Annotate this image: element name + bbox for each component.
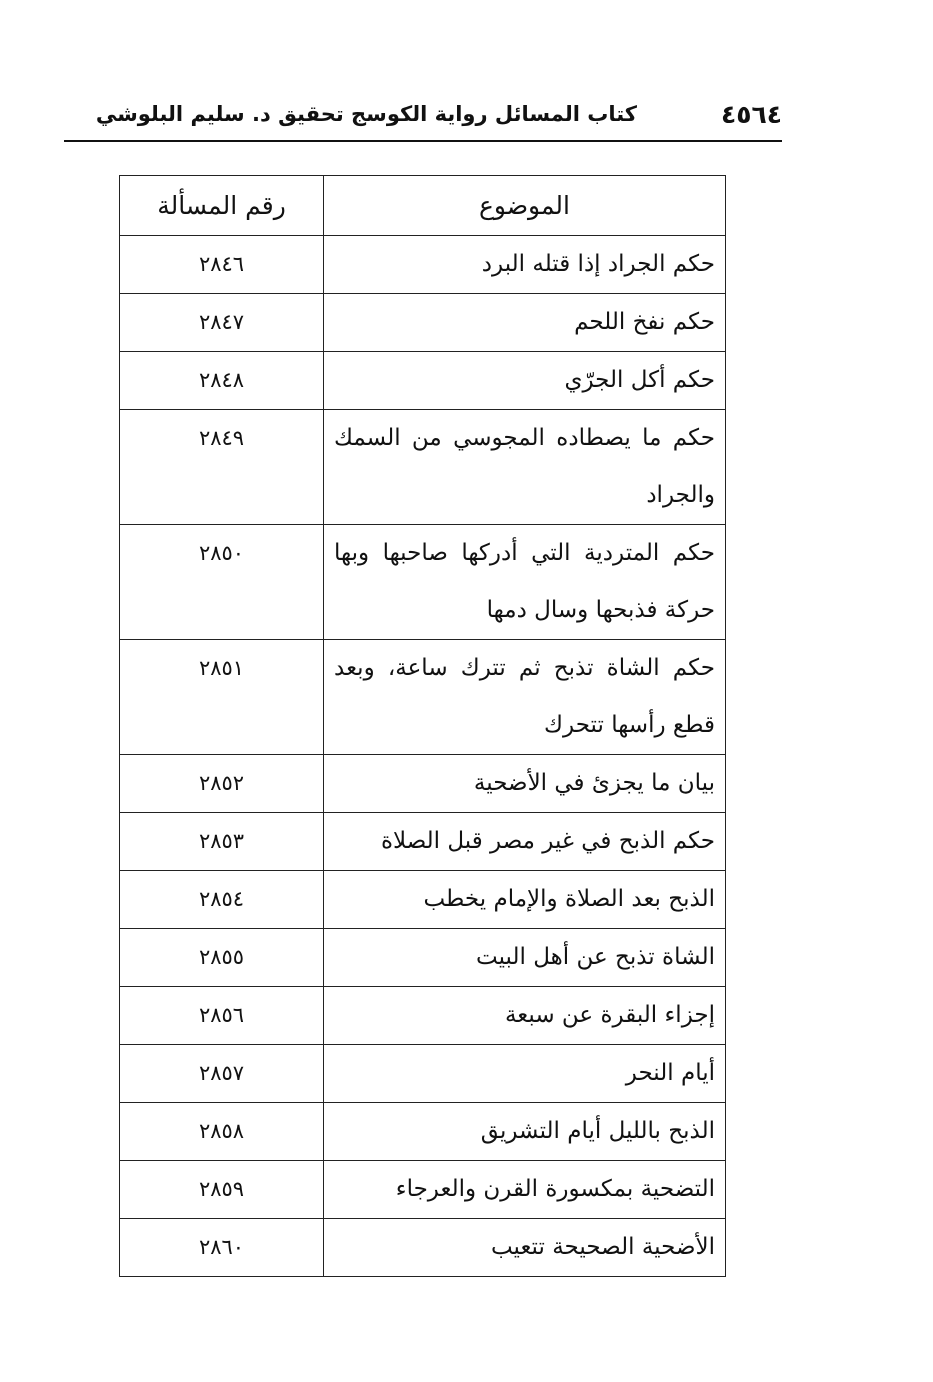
number-cell: ٢٨٥٧ <box>120 1045 324 1103</box>
number-cell: ٢٨٥٥ <box>120 929 324 987</box>
table-row <box>120 929 726 987</box>
table-header-row <box>120 176 726 236</box>
number-cell: ٢٨٦٠ <box>120 1219 324 1277</box>
number-cell: ٢٨٥٣ <box>120 813 324 871</box>
table-row <box>120 1103 726 1161</box>
number-cell: ٢٨٥٤ <box>120 871 324 929</box>
table-row <box>120 525 726 640</box>
running-header <box>64 96 782 142</box>
table-row <box>120 987 726 1045</box>
topic-cell: حكم نفخ اللحم <box>324 294 726 352</box>
topic-cell: الذبح بعد الصلاة والإمام يخطب <box>324 871 726 929</box>
topic-cell: حكم الجراد إذا قتله البرد <box>324 236 726 294</box>
topic-cell: حكم المتردية التي أدركها صاحبها وبها حركة فذبحها وسال دمها <box>324 525 726 640</box>
table-row <box>120 1045 726 1103</box>
topic-cell: التضحية بمكسورة القرن والعرجاء <box>324 1161 726 1219</box>
table-row <box>120 1161 726 1219</box>
topic-cell: إجزاء البقرة عن سبعة <box>324 987 726 1045</box>
topics-index-table <box>119 175 726 1277</box>
number-cell: ٢٨٤٦ <box>120 236 324 294</box>
number-cell: ٢٨٥٦ <box>120 987 324 1045</box>
column-header-topic: الموضوع <box>324 176 726 236</box>
book-title: كتاب المسائل رواية الكوسج تحقيق د. سليم البلوشي <box>95 102 637 126</box>
number-cell: ٢٨٤٧ <box>120 294 324 352</box>
number-cell: ٢٨٥٨ <box>120 1103 324 1161</box>
table-row <box>120 410 726 525</box>
topic-cell: أيام النحر <box>324 1045 726 1103</box>
topic-cell: الأضحية الصحيحة تتعيب <box>324 1219 726 1277</box>
topic-cell: حكم الذبح في غير مصر قبل الصلاة <box>324 813 726 871</box>
topic-cell: حكم الشاة تذبح ثم تترك ساعة، وبعد قطع رأسها تتحرك <box>324 640 726 755</box>
table-row <box>120 1219 726 1277</box>
number-cell: ٢٨٥٩ <box>120 1161 324 1219</box>
column-header-number: رقم المسألة <box>120 176 324 236</box>
table-row <box>120 871 726 929</box>
page-number: ٤٥٦٤ <box>720 100 782 129</box>
table-row <box>120 813 726 871</box>
table-row <box>120 236 726 294</box>
topic-cell: حكم ما يصطاده المجوسي من السمك والجراد <box>324 410 726 525</box>
topic-cell: الشاة تذبح عن أهل البيت <box>324 929 726 987</box>
number-cell: ٢٨٤٩ <box>120 410 324 525</box>
number-cell: ٢٨٥٢ <box>120 755 324 813</box>
table-row <box>120 294 726 352</box>
topic-cell: الذبح بالليل أيام التشريق <box>324 1103 726 1161</box>
table-row <box>120 755 726 813</box>
number-cell: ٢٨٤٨ <box>120 352 324 410</box>
topic-cell: بيان ما يجزئ في الأضحية <box>324 755 726 813</box>
table-row <box>120 640 726 755</box>
topic-cell: حكم أكل الجرّي <box>324 352 726 410</box>
number-cell: ٢٨٥١ <box>120 640 324 755</box>
number-cell: ٢٨٥٠ <box>120 525 324 640</box>
table-row <box>120 352 726 410</box>
